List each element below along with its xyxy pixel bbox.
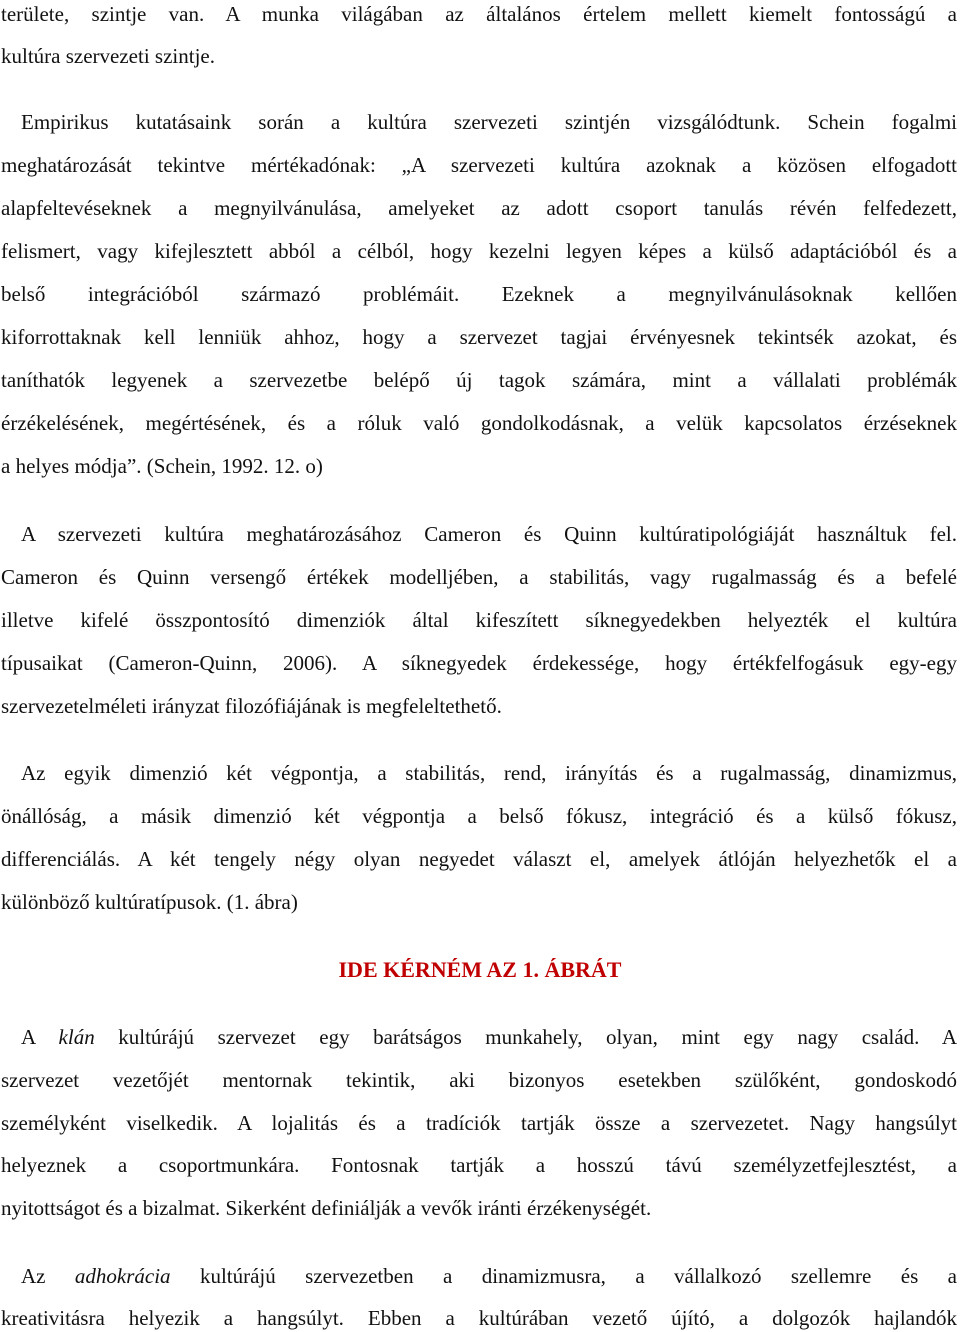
text-line: kreativitásra helyezik a hangsúlyt. Ebben a kultúrában vezető újító, a dolgozók hajlandók [1,1306,957,1330]
text-line: illetve kifelé összpontosító dimenziók által kifeszített síknegyedekben helyezték el kultúra [1,608,957,632]
text-line: belső integrációból származó problémáit. Ezeknek a megnyilvánulásoknak kellően [1,282,957,306]
text-line: szervezetelméleti irányzat filozófiájának is megfeleltethető. [1,694,502,718]
text-line [21,1262,957,1290]
text-line: önállóság, a másik dimenzió két végpontja a belső fókusz, integráció és a külső fókusz, [1,804,957,828]
text-line: különböző kultúratípusok. (1. ábra) [1,890,298,914]
text-line: alapfeltevéseknek a megnyilvánulása, amelyeket az adott csoport tanulás révén felfedezett, [1,196,957,220]
text-line: Az egyik dimenzió két végpontja, a stabilitás, rend, irányítás és a rugalmasság, dinamizmus, [21,761,957,785]
text-line: a helyes módja”. (Schein, 1992. 12. o) [1,454,323,478]
text-line: differenciálás. A két tengely négy olyan negyedet választ el, amelyek átlóján helyezhetők el a [1,847,957,871]
text-line: érzékelésének, megértésének, és a róluk való gondolkodásnak, a velük kapcsolatos érzéseknek [1,411,957,435]
text-line: kiforrottaknak kell lenniük ahhoz, hogy a szervezet tagjai érvényesnek tekintsék azokat, és [1,325,957,349]
text-line: felismert, vagy kifejlesztett abból a célból, hogy kezelni legyen képes a külső adaptációból és a [1,239,957,263]
text-line: szervezet vezetőjét mentornak tekintik, aki bizonyos esetekben szülőként, gondoskodó [1,1068,957,1092]
text-run: kultúrájú szervezetben a dinamizmusra, a vállalkozó szellemre és a [170,1264,957,1288]
text-line: személyként viselkedik. A lojalitás és a tradíciók tartják össze a szervezetet. Nagy hangsúlyt [1,1111,957,1135]
figure-placeholder-heading: IDE KÉRNÉM AZ 1. ÁBRÁT [338,957,622,982]
text-line: helyeznek a csoportmunkára. Fontosnak tartják a hosszú távú személyzetfejlesztést, a [1,1153,957,1177]
text-line: taníthatók legyenek a szervezetbe belépő új tagok számára, mint a vállalati problémák [1,368,957,392]
text-line: típusaikat (Cameron-Quinn, 2006). A síknegyedek érdekessége, hogy értékfelfogásuk egy-egy [1,651,957,675]
text-line: nyitottságot és a bizalmat. Sikerként definiálják a vevők iránti érzékenységét. [1,1196,652,1220]
italic-term: klán [58,1025,95,1049]
text-line [21,1023,957,1051]
text-line: Cameron és Quinn versengő értékek modelljében, a stabilitás, vagy rugalmasság és a befelé [1,565,957,589]
text-run: Az [21,1264,75,1288]
italic-term: adhokrácia [74,1264,171,1288]
text-run: A [21,1025,59,1049]
text-line: A szervezeti kultúra meghatározásához Cameron és Quinn kultúratipológiáját használtuk fel. [21,522,957,546]
text-line: Empirikus kutatásaink során a kultúra szervezeti szintjén vizsgálódtunk. Schein fogalmi [21,110,957,134]
text-line: meghatározását tekintve mértékadónak: „A szervezeti kultúra azoknak a közösen elfogadott [1,153,957,177]
text-line: területe, szintje van. A munka világában az általános értelem mellett kiemelt fontosságú a [1,2,957,26]
text-run: kultúrájú szervezet egy barátságos munkahely, olyan, mint egy nagy család. A [94,1025,957,1049]
text-line: kultúra szervezeti szintje. [1,44,215,68]
